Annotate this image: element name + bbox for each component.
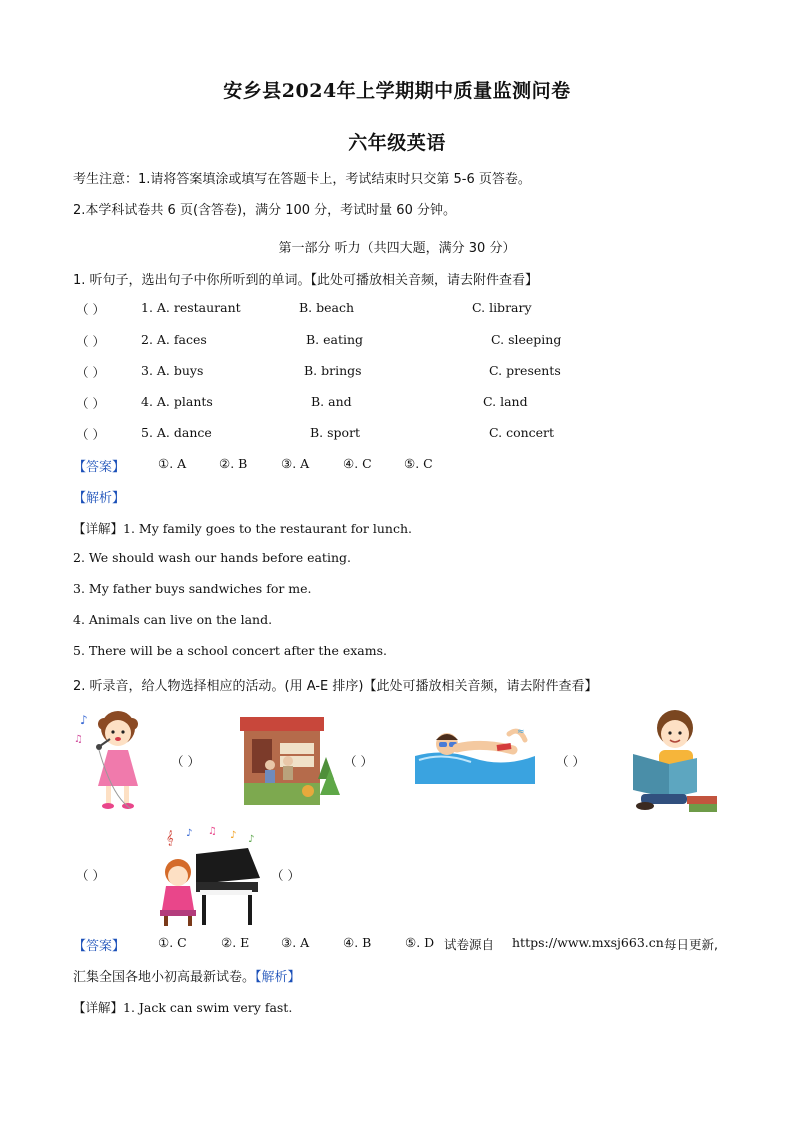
svg-text:♫: ♫ — [74, 734, 83, 745]
part1-heading: 第一部分 听力（共四大题，满分 30 分） — [278, 241, 516, 256]
q2-prompt: 2. 听录音，给人物选择相应的活动。(用 A-E 排序)【此处可播放相关音频，请去附件查看】 — [73, 679, 598, 694]
q1-answer-3: ③. A — [281, 456, 310, 471]
girl-singing-illustration — [72, 706, 164, 814]
q2-blank-3[interactable]: （ ） — [556, 754, 585, 769]
q2-source-line-2 — [73, 966, 301, 985]
q1-detail-1 — [73, 519, 412, 537]
svg-text:♪: ♪ — [248, 834, 255, 845]
page-title: 安乡县2024年上学期期中质量监测问卷 — [223, 80, 571, 102]
q2-blank-2[interactable]: （ ） — [344, 754, 373, 769]
q1-option-a-5: 5. A. dance — [141, 425, 212, 440]
q2-detail-text-1: 1. Jack can swim very fast. — [123, 1000, 293, 1015]
q1-option-a-4: 4. A. plants — [141, 394, 213, 409]
q1-blank-2[interactable]: （ ） — [76, 334, 105, 349]
q2-answer-4: ④. B — [343, 935, 372, 950]
q1-answer-5: ⑤. C — [404, 456, 433, 471]
svg-text:♪: ♪ — [80, 713, 88, 727]
q1-blank-5[interactable]: （ ） — [76, 427, 105, 442]
q1-option-c-3: C. presents — [489, 363, 561, 378]
q1-blank-4[interactable]: （ ） — [76, 396, 105, 411]
q1-option-b-5: B. sport — [310, 425, 361, 440]
q1-detail-4: 4. Animals can live on the land. — [73, 612, 273, 627]
q2-blank-4[interactable]: （ ） — [76, 868, 105, 883]
q2-detail-1 — [73, 998, 292, 1016]
q2-blank-1[interactable]: （ ） — [171, 754, 200, 769]
q2-answer-3: ③. A — [281, 935, 310, 950]
q1-option-b-1: B. beach — [299, 300, 355, 315]
svg-text:♪: ♪ — [186, 828, 193, 839]
boy-reading-illustration — [627, 706, 721, 818]
q2-answer-1: ①. C — [158, 935, 187, 950]
girl-piano-illustration — [152, 824, 264, 928]
q1-blank-3[interactable]: （ ） — [76, 365, 105, 380]
svg-text:♫: ♫ — [208, 826, 217, 837]
source-tail: 每日更新, — [664, 937, 718, 952]
q1-answer-label: 【答案】 — [73, 460, 126, 475]
q1-analysis-label: 【解析】 — [73, 491, 126, 506]
q1-option-b-3: B. brings — [304, 363, 362, 378]
q1-option-a-3: 3. A. buys — [141, 363, 204, 378]
page-subtitle: 六年级英语 — [348, 132, 446, 154]
svg-text:≈: ≈ — [517, 727, 525, 737]
q2-answer-label: 【答案】 — [73, 939, 126, 954]
q1-blank-1[interactable]: （ ） — [76, 302, 105, 317]
q1-option-b-2: B. eating — [306, 332, 364, 347]
q1-answer-1: ①. A — [158, 456, 187, 471]
q2-detail-label: 【详解】 — [73, 1000, 124, 1015]
q1-option-b-4: B. and — [311, 394, 352, 409]
q1-detail-5: 5. There will be a school concert after the exams. — [73, 643, 387, 658]
notice-line-2: 2.本学科试卷共 6 页(含答卷)，满分 100 分，考试时量 60 分钟。 — [73, 203, 456, 218]
svg-text:𝄞: 𝄞 — [166, 831, 174, 846]
q1-detail-3: 3. My father buys sandwiches for me. — [73, 581, 312, 596]
q1-option-c-2: C. sleeping — [491, 332, 562, 347]
q1-answer-2: ②. B — [219, 456, 248, 471]
q1-option-c-5: C. concert — [489, 425, 555, 440]
svg-text:♪: ♪ — [230, 830, 237, 841]
q1-option-a-2: 2. A. faces — [141, 332, 207, 347]
q2-answer-5: ⑤. D — [405, 935, 435, 950]
q1-option-c-1: C. library — [472, 300, 532, 315]
boy-swimming-illustration — [413, 722, 537, 784]
q1-detail-text-1: 1. My family goes to the restaurant for lunch. — [123, 521, 413, 536]
q2-analysis-label: 【解析】 — [255, 970, 301, 985]
source-note: 试卷源自 — [444, 937, 495, 952]
source-line-2-text: 汇集全国各地小初高最新试卷。 — [73, 970, 256, 985]
house-grandparents-illustration — [240, 717, 340, 805]
q1-answer-4: ④. C — [343, 456, 372, 471]
q1-detail-label: 【详解】 — [73, 521, 124, 536]
q1-detail-2: 2. We should wash our hands before eating. — [73, 550, 351, 565]
q1-option-c-4: C. land — [483, 394, 528, 409]
q2-answer-2: ②. E — [221, 935, 250, 950]
q2-blank-5[interactable]: （ ） — [271, 868, 300, 883]
q1-prompt: 1. 听句子，选出句子中你所听到的单词。【此处可播放相关音频，请去附件查看】 — [73, 273, 539, 288]
q1-option-a-1: 1. A. restaurant — [141, 300, 241, 315]
source-url-link[interactable]: https://www.mxsj663.cn — [512, 935, 664, 950]
notice-line-1: 考生注意：1.请将答案填涂或填写在答题卡上，考试结束时只交第 5-6 页答卷。 — [73, 172, 531, 187]
